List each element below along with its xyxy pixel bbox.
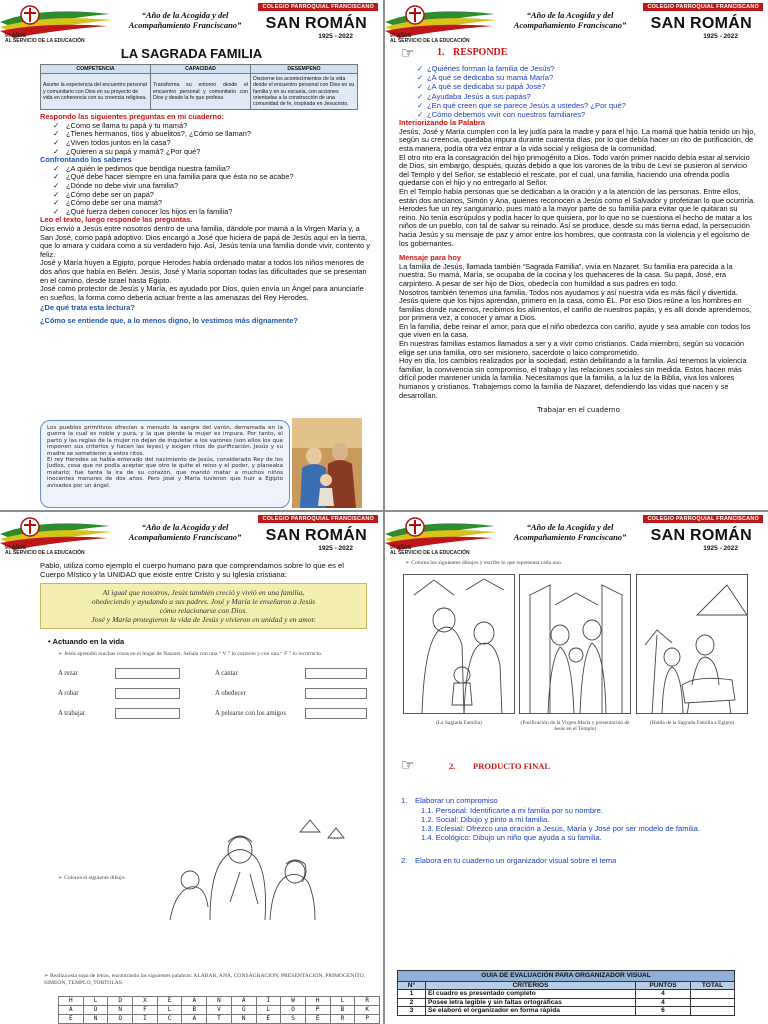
list-item: ✓ ¿Cómo debe ser una mamá? [40,199,373,208]
section-number: 1. [437,47,445,58]
paragraph: En la familia, debe reinar el amor, para que el niño obedezca con cariño, ayude y sea amable con todos los que viven en la casa. [399,321,751,340]
table-cell: 4 [636,998,691,1007]
school-years: 1925 - 2022 [703,33,738,40]
question-item: ✓ ¿Cómo debemos vivir con nuestros familiares? [407,110,758,119]
tf-label: A rezar [58,670,78,678]
table-header: DESEMPENO [251,65,358,74]
header-motto: “Año de la Acogida y del Acompañamiento Franciscano” [513,10,627,30]
drawing-caption: (La Sagrada Familia) [436,720,482,726]
footer-note: Trabajar en el cuaderno [537,406,620,415]
worksheet-page-3 [0,512,383,1024]
header-motto: “Año de la Acogida y del Acompañamiento Franciscano” [128,522,242,542]
tf-answer-box[interactable] [115,668,180,679]
word-search-cell[interactable]: G [231,1006,256,1015]
list-item: ✓ ¿Qué debe hacer siempre en una familia para que ésta no se acabe? [40,173,373,182]
true-false-grid [0,664,383,726]
worksheet-page-4 [385,512,768,1024]
table-cell: Se elaboró el organizador en forma rápida [426,1007,636,1016]
arrow-icon: ➢ [44,973,49,979]
section-heading: Leo el texto, luego responde las preguntas. [40,215,193,225]
coloring-drawing [150,812,350,920]
instruction: ➢ Colorea el siguiente dibujo. [58,875,126,881]
bullet-icon: • [48,637,51,647]
table-header: N° [398,981,426,990]
word-search-cell[interactable]: X [133,997,158,1006]
school-name: SAN ROMÁN [265,527,367,544]
holy-family-drawing [403,574,515,714]
word-search-cell[interactable]: V [207,1006,232,1015]
paragraph: Nosotros también tenemos una familia. Todos nos ayudamos y así nuestra vida es más fácil y divertida. Jesús quiere que los hijos aprendan, primero en la casa, como ÉL. Por eso Dios reúne a los hombres en familias donde nacemos, recibimos los alimentos, el cariño de nuestros papás, y es allí donde aprendemos, por primera vez, a conocer y amar a Dios. [399,287,752,323]
header-motto: “Año de la Acogida y del Acompañamiento Franciscano” [128,10,242,30]
school-years: 1925 - 2022 [318,545,353,552]
competency-table [40,64,358,110]
paragraph: En nuestras familias estamos llamados a ser y a vivir como cristianos. Cada miembro, según su vocación elige ser una familia, otro ser misionero, sacerdote o laico comprometido. [399,339,745,357]
paragraph: Jesús, José y María cumplen con la ley judía para la madre y para el hijo. La mamá que había tenido un hijo, según su creencia, quedaba impura durante cuarenta días, por lo que debía hacer un rito de purificación, de esta manera, podía otra vez entrar a la vida social y religiosa de la comunidad. [399,126,756,153]
highlight-line: Al igual que nosotros, Jesús también creció y vivió en una familia, [102,588,305,598]
school-years: 1925 - 2022 [703,545,738,552]
section-title: PRODUCTO FINAL [473,761,551,771]
evaluation-table [397,970,735,1016]
question: ¿Cómo se entiende que, a lo menos digno, lo vestimos más dignamente? [40,315,298,325]
word-search-cell[interactable]: L [157,1006,182,1015]
school-type-banner: COLEGIO PARROQUIAL FRANCISCANO [643,515,763,523]
question-item: ✓ ¿En qué creen que se parece Jesús a ustedes? ¿Por qué? [407,101,758,110]
tf-label: A cantar [215,670,238,678]
list-item: ✓ ¿Dónde no debe vivir una familia? [40,182,373,191]
tf-answer-box[interactable] [115,708,180,719]
drawing-caption: (Huida de la Sagrada Familia a Egipto) [649,720,735,726]
paragraph: En el Templo había personas que se dedicaban a la oración y a la atención de las personas. Entre ellos, están dos ancianos, Simón y Ana, quienes reconocen a Jesús como el Salvador y profetizan lo que ocurriría. [399,186,756,205]
list-item: 1. Elaborar un compromiso [401,796,498,805]
table-header: TOTAL [691,981,735,990]
table-cell: 6 [636,1007,691,1016]
school-name: SAN ROMÁN [650,15,752,32]
word-search-cell[interactable]: E [157,997,182,1006]
word-search-cell[interactable]: E [59,1015,84,1024]
eval-table-title: GUIA DE EVALUACIÓN PARA ORGANIZADOR VISUAL [398,971,735,982]
page-header [385,512,768,556]
word-search-cell[interactable]: H [305,997,330,1006]
arrow-icon: ➢ [58,651,63,658]
school-name: SAN ROMÁN [265,15,367,32]
word-search-cell[interactable]: W [281,997,306,1006]
sub-list-item: 1.1. Personal: Identificarte a mi familia por su nombre. [421,806,603,815]
word-search-cell[interactable]: E [305,1015,330,1024]
presentation-in-temple-drawing [519,574,631,714]
paragraph: Herodes fue un rey sanguinario, pues mató a la mayor parte de su familia para evitar que le quitaran su reino. No tenía escrúpulos y podía hacer lo que quisiera, por lo que no se cuestiona el hecho de matar a los niños de un pueblo, con tal de salvar su reinado. Así se produce, desde su más tierna edad, la persecución hacia Jesús y su mensaje de paz y amor entre los hombres, que contrasta con la violencia y el egoísmo de los gobernantes. [399,204,752,248]
table-cell: Posee letra legible y sin faltas ortográficas [426,998,636,1007]
word-search-cell[interactable]: E [256,1015,281,1024]
table-header: PUNTOS [636,981,691,990]
question-item: ✓ ¿Quiénes forman la familia de Jesús? [407,64,758,73]
table-cell: 2 [398,998,426,1007]
word-search-cell[interactable]: L [330,997,355,1006]
word-search-cell[interactable]: N [108,1006,133,1015]
paragraph: Dios envió a Jesús entre nosotros dentro de una familia, dándole por mamá a la Virgen María y, a San José, como papá adoptivo. Dios encargó a José que hiciera de papá de Jesús aquí en la tierra, que lo amara y cuidara como a su verdadero hijo. Así, Jesús tenía una familia donde vivir, contento y feliz. [40,223,370,259]
word-search-cell[interactable]: A [59,1006,84,1015]
paragraph: El otro rito era la consagración del hijo primogénito a Dios. Todo varón primer nacido debía estar al servicio de Dios, sin embargo, después, quizás debido a que los varones de la tribu de Leví se pusieron al servicio del Templo y del Señor, se estableció el rescate, por el cual, una familia, haciendo una ofrenda podía quedarse con el hijo y no entregarlo al Señor. [399,152,750,188]
list-item: ✓ ¿Cómo debe ser un papá? [40,191,373,200]
list-item: ✓ ¿Viven todos juntos en la casa? [40,139,373,148]
anniversary-label: 97 AÑOS AL SERVICIO DE LA EDUCACIÓN [5,33,85,44]
word-search-cell[interactable]: I [133,1015,158,1024]
word-search-cell[interactable]: T [207,1015,232,1024]
page1-body [0,110,383,325]
list-item: ✓ ¿A quién le pedimos que bendiga nuestra familia? [40,165,373,174]
word-search-cell[interactable]: R [330,1015,355,1024]
word-search-cell[interactable]: A [182,997,207,1006]
total-cell[interactable] [691,990,735,999]
word-search-cell[interactable]: D [108,997,133,1006]
page-header [385,0,768,44]
box-paragraph: El rey Herodes se había enterado del nacimiento de Jesús, considerado Rey de los Judíos, cosa que no podía aceptar que otro le quite el reino y el poder, y planeaba matarlo; fue tanta la ira de su corazón, que mandó matar a muchos niños inocentes menores de dos años. Pero José y María tuvieron que huir a Egipto avisados por un ángel. [47,457,283,489]
section-title-row [385,46,768,64]
instruction: ➢ Colorea los siguientes dibujos y escribe lo que representa cada uno. [405,560,563,566]
table-cell: Discierne los acontecimientos de la vida desde el encuentro personal con Dios en su familia y en su escuela, con acciones orientadas a la construcción de una comunidad de fe, inspirada en Jesucristo. [251,74,358,110]
sub-list-item: 1.3. Eclesial: Ofrezco una oración a Jesús, María y José por ser modelo de familia. [421,824,700,833]
sub-list-item: 1.4. Ecológico: Dibujo un niño que ayuda a su familia. [421,833,602,842]
table-cell: Asume la experiencia del encuentro personal y comunitario con Dios en su proyecto de vida en coherencia con su creencia religiosa. [41,74,151,110]
worksheet-page-1 [0,0,383,510]
page-header [0,512,383,556]
total-cell[interactable] [691,1007,735,1016]
question: ¿De qué trata esta lectura? [40,303,135,313]
word-search-cell[interactable]: B [330,1006,355,1015]
word-search-cell[interactable]: B [182,1006,207,1015]
holy-family-illustration [292,418,362,508]
school-type-banner: COLEGIO PARROQUIAL FRANCISCANO [258,3,378,11]
tf-label: A robar [58,690,79,698]
tf-label: A obedecer [215,690,246,698]
anniversary-label: 97 AÑOS AL SERVICIO DE LA EDUCACIÓN [390,33,470,44]
word-search-cell[interactable]: F [133,1006,158,1015]
section-title: RESPONDE [453,47,508,58]
tf-answer-box[interactable] [305,688,367,699]
tf-answer-box[interactable] [115,688,180,699]
anniversary-label: 97 AÑOS AL SERVICIO DE LA EDUCACIÓN [390,545,470,556]
section-heading: Respondo las siguientes preguntas en mi cuaderno: [40,112,224,122]
section-heading: Mensaje para hoy [399,253,462,263]
word-search-cell[interactable]: A [231,997,256,1006]
intro-paragraph: Pablo, utiliza como ejemplo el cuerpo humano para que comprendamos sobre lo que es el Cuerpo Místico y la UNIDAD que existe entre Cristo y su Iglesia cristiana: [40,561,344,579]
anniversary-label: 97 AÑOS AL SERVICIO DE LA EDUCACIÓN [5,545,85,556]
word-search-cell[interactable]: N [207,997,232,1006]
school-type-banner: COLEGIO PARROQUIAL FRANCISCANO [258,515,378,523]
flight-to-egypt-drawing [636,574,748,714]
section-heading: • Actuando en la vida [48,637,125,647]
word-search-cell[interactable]: K [355,1006,380,1015]
table-cell: El cuadro es presentado completo [426,990,636,999]
word-search-cell[interactable]: L [256,1006,281,1015]
word-search-cell[interactable]: P [305,1006,330,1015]
word-search-cell[interactable]: I [256,997,281,1006]
list-item: ✓ ¿Qué fuerza deben conocer los hijos en la familia? [40,208,373,217]
table-cell: 3 [398,1007,426,1016]
pointing-hand-icon: ☞ [401,757,415,774]
coloring-panels [403,574,748,746]
highlight-line: obedeciendo y ayudando a sus padres. José y María le enseñaron a Jesús [91,597,316,607]
sub-list-item: 1.2. Social: Dibujo y pinto a mi familia. [421,815,550,824]
word-search-cell[interactable]: N [231,1015,256,1024]
page-header [0,0,383,44]
header-motto: “Año de la Acogida y del Acompañamiento Franciscano” [513,522,627,542]
school-type-banner: COLEGIO PARROQUIAL FRANCISCANO [643,3,763,11]
arrow-icon: ➢ [58,875,63,881]
school-name: SAN ROMÁN [650,527,752,544]
reading-box [40,420,290,508]
word-search-cell[interactable]: O [83,1006,108,1015]
table-cell: Transforma su entorno desde el encuentro personal y comunitario con Dios y desde la fe que profesa [151,74,251,110]
paragraph: La familia de Jesús, llamada también “Sagrada Familia”, vivía en Nazaret. Su familia era parecida a la nuestra. Su mamá, María, se ocupaba de la cocina y los quehaceres de la casa. Su papá, José, era carpintero. A pesar de ser hijo de Dios, obedecía con humildad a sus padres en todo. [399,261,733,288]
word-search-cell[interactable]: C [157,1015,182,1024]
drawing-caption: (Purificación de la Virgen María y presentación de Jesús en el Templo) [520,720,630,733]
instruction: ➢ Realiza esta sopa de letras, encontrando las siguientes palabras: ALABAR, ANA, CONSAGRACION, PRESENTACION, PRIMOGENITO, SIMEON, TEMPLO, TORTOLAS. [44,973,366,986]
section-heading: Confrontando los saberes [40,155,132,165]
pointing-hand-icon: ☞ [401,45,415,62]
box-paragraph: Los pueblos primitivos ofrecían a menudo la sangre del varón, derramada en la guerra la cual es noble y pura, y la que pierde la mujer es impura. Por tanto, el parto y las reglas de la mujer no dejan de inquietar a los varones (son ellos los que imponen sus criterios y hacen las leyes) y exigen ritos de purificación. Jesús y su madre se sometieron a estos ritos. [47,425,283,457]
word-search-cell[interactable]: N [83,1015,108,1024]
worksheet-page-2 [385,0,768,510]
word-search-cell[interactable]: A [182,1015,207,1024]
word-search-cell[interactable]: R [355,997,380,1006]
table-header: CAPACIDAD [151,65,251,74]
word-search-cell[interactable]: P [355,1015,380,1024]
question-item: ✓ ¿A qué se dedicaba su papá José? [407,82,758,91]
product-list [401,796,751,865]
tf-answer-box[interactable] [305,668,367,679]
table-cell: 4 [636,990,691,999]
table-cell: 1 [398,990,426,999]
highlight-line: José y María protegieron la vida de Jesús y vivieron en unidad y en amor. [91,615,316,625]
word-search-table [58,996,380,1024]
paragraph: José y María huyen a Egipto, porque Herodes había ordenado matar a todos los niños menores de dos años que había en Belén. Jesús, José y María soportan todas las dificultades que se presentan en el camino, desde Israel hasta Egipto. [40,258,367,285]
question-item: ✓ ¿A qué se dedicaba su mamá María? [407,73,758,82]
arrow-icon: ➢ [405,560,410,566]
word-search-cell[interactable]: O [281,1006,306,1015]
highlight-line: cómo relacionarse con Dios. [159,606,248,616]
word-search-cell[interactable]: H [59,997,84,1006]
table-header: CRITERIOS [426,981,636,990]
page-title: LA SAGRADA FAMILIA [120,46,263,61]
question-item: ✓ ¿Ayudaba Jesús a sus papás? [407,92,758,101]
highlight-box [40,583,367,629]
word-search-cell[interactable]: S [281,1015,306,1024]
tf-answer-box[interactable] [305,708,367,719]
word-search-cell[interactable]: O [108,1015,133,1024]
table-header: COMPETENCIA [41,65,151,74]
section-number: 2. [449,761,456,771]
list-item: ✓ ¿Tienes hermanos, tíos y abuelitos?, ¿Cómo se llaman? [40,130,373,139]
list-item: ✓ ¿Quieren a su papá y mamá? ¿Por qué? [40,148,373,157]
section-title-row [395,758,755,776]
page2-body [385,64,768,415]
word-search-cell[interactable]: L [83,997,108,1006]
total-cell[interactable] [691,998,735,1007]
paragraph: Hoy en día, los cambios realizados por la sociedad, están debilitando a la familia. Así tenemos la violencia familiar, la convivencia sin compromiso, el trabajo y las relaciones sociales sin medida. Estos hacen más difícil poder mantener unida la familia. Necesitamos que la familia, a la luz de la Biblia, viva los valores humanos y cristianos. Trabajemos como la familia de Nazaret, defendiendo las vidas que nacen y se desarrollan. [399,356,747,400]
school-years: 1925 - 2022 [318,33,353,40]
list-item: ✓ ¿Cómo se llama tu papá y tu mamá? [40,122,373,131]
paragraph: José como protector de Jesús y María, es ayudado por Dios, quien envía un Ángel para anunciarle en sueños, la forma como debería actuar frente a las amenazas del Rey Herodes. [40,284,364,302]
tf-label: A pelearse con los amigos [215,710,286,718]
instruction: ➢ Jesús aprendió muchas cosas en el hogar de Nazaret. Señala con una “ V ” lo correcto y con una “ F ” lo incorrecto. [58,651,323,658]
tf-label: A trabajar [58,710,85,718]
sub-list [401,805,751,842]
word-search-grid [58,996,380,1024]
section-heading: Interiorizando la Palabra [399,118,485,128]
list-item: 2. Elabora en tu cuaderno un organizador visual sobre el tema [401,856,617,865]
